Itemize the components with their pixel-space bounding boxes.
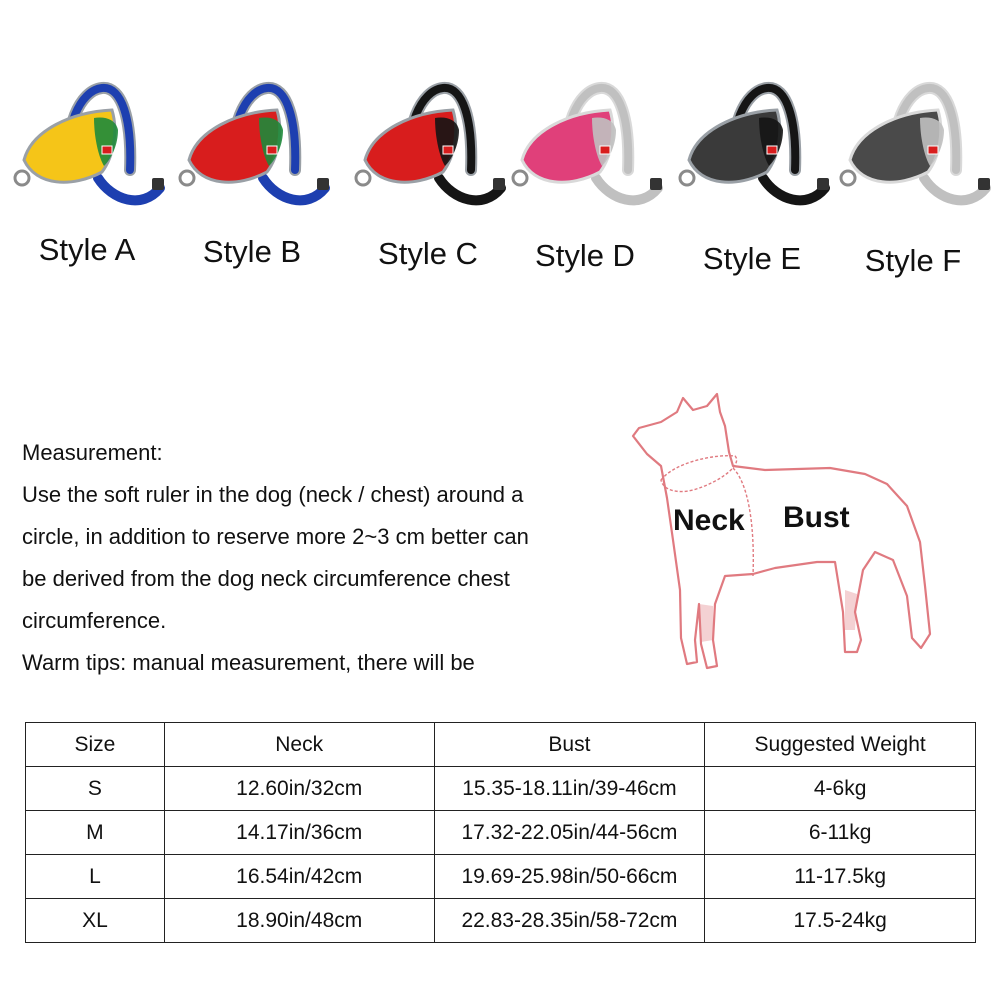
style-option-f[interactable] bbox=[828, 60, 998, 280]
style-option-b[interactable] bbox=[167, 60, 337, 280]
cell-size: S bbox=[26, 767, 165, 811]
header-size: Size bbox=[26, 723, 165, 767]
style-label: Style E bbox=[702, 241, 802, 276]
header-weight: Suggested Weight bbox=[705, 723, 976, 767]
cell-bust: 15.35-18.11in/39-46cm bbox=[434, 767, 705, 811]
cell-neck: 16.54in/42cm bbox=[164, 855, 434, 899]
cell-bust: 22.83-28.35in/58-72cm bbox=[434, 899, 705, 943]
neck-label: Neck bbox=[673, 504, 745, 537]
measurement-line: Warm tips: manual measurement, there will be bbox=[22, 650, 475, 675]
style-option-d[interactable] bbox=[500, 60, 670, 280]
measurement-line: Use the soft ruler in the dog (neck / chest) around a bbox=[22, 482, 524, 507]
table-row bbox=[26, 855, 976, 899]
style-option-e[interactable] bbox=[667, 60, 837, 280]
bust-label: Bust bbox=[783, 501, 850, 534]
style-label: Style A bbox=[38, 232, 136, 267]
size-chart-table bbox=[25, 722, 976, 943]
measurement-heading: Measurement: bbox=[22, 440, 163, 465]
style-label: Style B bbox=[202, 234, 302, 269]
cell-size: M bbox=[26, 811, 165, 855]
harness-image bbox=[828, 60, 998, 210]
cell-neck: 18.90in/48cm bbox=[164, 899, 434, 943]
style-label: Style C bbox=[378, 236, 478, 271]
cell-neck: 14.17in/36cm bbox=[164, 811, 434, 855]
cell-weight: 11-17.5kg bbox=[705, 855, 976, 899]
measurement-line: circumference. bbox=[22, 608, 167, 633]
table-row bbox=[26, 899, 976, 943]
cell-size: L bbox=[26, 855, 165, 899]
measurement-instructions bbox=[22, 432, 632, 684]
cell-weight: 4-6kg bbox=[705, 767, 976, 811]
cell-weight: 6-11kg bbox=[705, 811, 976, 855]
table-header-row bbox=[26, 723, 976, 767]
harness-image bbox=[343, 60, 513, 210]
style-option-c[interactable] bbox=[343, 60, 513, 280]
harness-image bbox=[167, 60, 337, 210]
cell-neck: 12.60in/32cm bbox=[164, 767, 434, 811]
dog-measurement-diagram bbox=[625, 390, 945, 680]
cell-bust: 17.32-22.05in/44-56cm bbox=[434, 811, 705, 855]
table-row bbox=[26, 811, 976, 855]
harness-image bbox=[2, 60, 172, 210]
style-label: Style F bbox=[864, 243, 962, 278]
style-option-a[interactable] bbox=[2, 60, 172, 280]
measurement-line: circle, in addition to reserve more 2~3 cm better can bbox=[22, 524, 529, 549]
style-options-row bbox=[0, 0, 1000, 300]
measurement-line: be derived from the dog neck circumference chest bbox=[22, 566, 510, 591]
harness-image bbox=[667, 60, 837, 210]
harness-image bbox=[500, 60, 670, 210]
style-label: Style D bbox=[535, 238, 635, 273]
header-neck: Neck bbox=[164, 723, 434, 767]
header-bust: Bust bbox=[434, 723, 705, 767]
cell-weight: 17.5-24kg bbox=[705, 899, 976, 943]
cell-bust: 19.69-25.98in/50-66cm bbox=[434, 855, 705, 899]
table-row bbox=[26, 767, 976, 811]
cell-size: XL bbox=[26, 899, 165, 943]
